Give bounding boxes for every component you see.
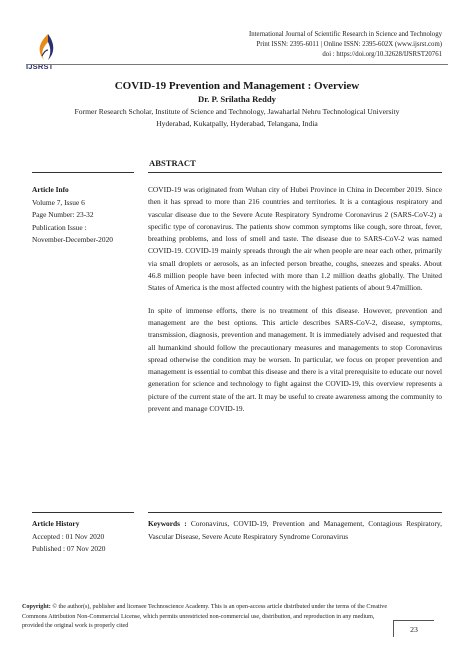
keywords: [148, 518, 442, 543]
abstract-heading: ABSTRACT: [149, 158, 196, 168]
journal-info: [142, 30, 442, 60]
article-info: [32, 184, 142, 247]
journal-issn: Print ISSN: 2395-6011 | Online ISSN: 2395-602X (www.ijsrst.com): [256, 41, 442, 48]
publication-issue-label: Publication Issue :: [32, 222, 87, 232]
affiliation-line-1: Former Research Scholar, Institute of Science and Technology, Jawaharlal Nehru Technological University: [74, 107, 400, 116]
copyright-notice: [22, 603, 392, 632]
copyright-label: Copyright:: [22, 604, 51, 610]
divider-left-top: [32, 172, 134, 173]
accepted-date: Accepted : 01 Nov 2020: [32, 531, 105, 541]
published-date: Published : 07 Nov 2020: [32, 544, 106, 553]
article-title: COVID-19 Prevention and Management : Overview: [114, 80, 360, 92]
keywords-text: Coronavirus, COVID-19, Prevention and Management, Contagious Respiratory, Vascular Disease, Severe Acute Respiratory Syndrome Coronavirus: [148, 519, 442, 541]
article-author: Dr. P. Srilatha Reddy: [198, 94, 276, 104]
affiliation-line-2: Hyderabad, Kukatpally, Hyderabad, Telangana, India: [156, 118, 318, 128]
article-history: [32, 518, 142, 556]
author-affiliation: [0, 106, 474, 129]
article-info-heading: Article Info: [32, 185, 69, 194]
abstract-body: [148, 184, 442, 425]
article-history-heading: Article History: [32, 519, 80, 528]
publication-issue: November-December-2020: [32, 235, 113, 244]
journal-doi[interactable]: doi : https://doi.org/10.32628/IJSRST20761: [322, 51, 442, 58]
journal-logo-icon: [26, 30, 70, 80]
keywords-label: Keywords :: [148, 519, 187, 528]
page-number: 23: [393, 620, 434, 637]
header-divider: [26, 64, 448, 65]
article-pages: Page Number: 23-32: [32, 210, 94, 219]
journal-name: International Journal of Scientific Research in Science and Technology: [248, 31, 442, 38]
article-volume: Volume 7, Issue 6: [32, 197, 85, 207]
abstract-paragraph-1: COVID-19 was originated from Wuhan city of Hubei Province in China in December 2019. Since then it has spread to more than 216 countries and territories. It is a contagious respiratory and vascular disease due to the Severe Acute Respiratory Syndrome Coronavirus 2 (SARS-CoV-2) a specific type of coronavirus. The patients show common symptoms like cough, sore throat, fever, breathing problems, and loss of smell and taste. The disease due to SARS-CoV-2 was named COVID-19. COVID-19 mainly spreads through the air when people are near each other, primarily via small droplets or aerosols, as an infected person breathe, coughs, sneezes and speaks. About 46.8 million people have been infected with more than 1.2 million deaths globally. The United States of America is the most affected country with the highest patients of about 9.47million.: [148, 185, 442, 293]
divider-left-bottom: [32, 512, 134, 513]
abstract-paragraph-2: In spite of immense efforts, there is no treatment of this disease. However, prevention and management are the best options. This article describes SARS-CoV-2, disease, symptoms, transmission, diagnosis, prevention and management. It is immediately advised and requested that all humankind should follow the precautionary measures and managements to stop Coronavirus spread otherwise the condition may be worsen. In particular, we focus on proper prevention and management is essential to combat this disease and there is a vital prerequisite to educate our novel generation for science and technology to fight against the COVID-19, this overview represents a picture of the current state of the art. It may be useful to create awareness among the community to prevent and manage COVID-19.: [148, 305, 442, 414]
copyright-text: © the author(s), publisher and licensee Technoscience Academy. This is an open-access article distributed under the terms of the Creative Commons Attribution Non-Commercial License, which permits unrestricted non-commercial use, distribution, and reproduction in any medium, provided the original work is properly cited: [22, 604, 388, 630]
divider-right-top: [148, 172, 442, 173]
logo-text: IJSRST: [26, 62, 54, 71]
divider-right-bottom: [148, 512, 442, 513]
